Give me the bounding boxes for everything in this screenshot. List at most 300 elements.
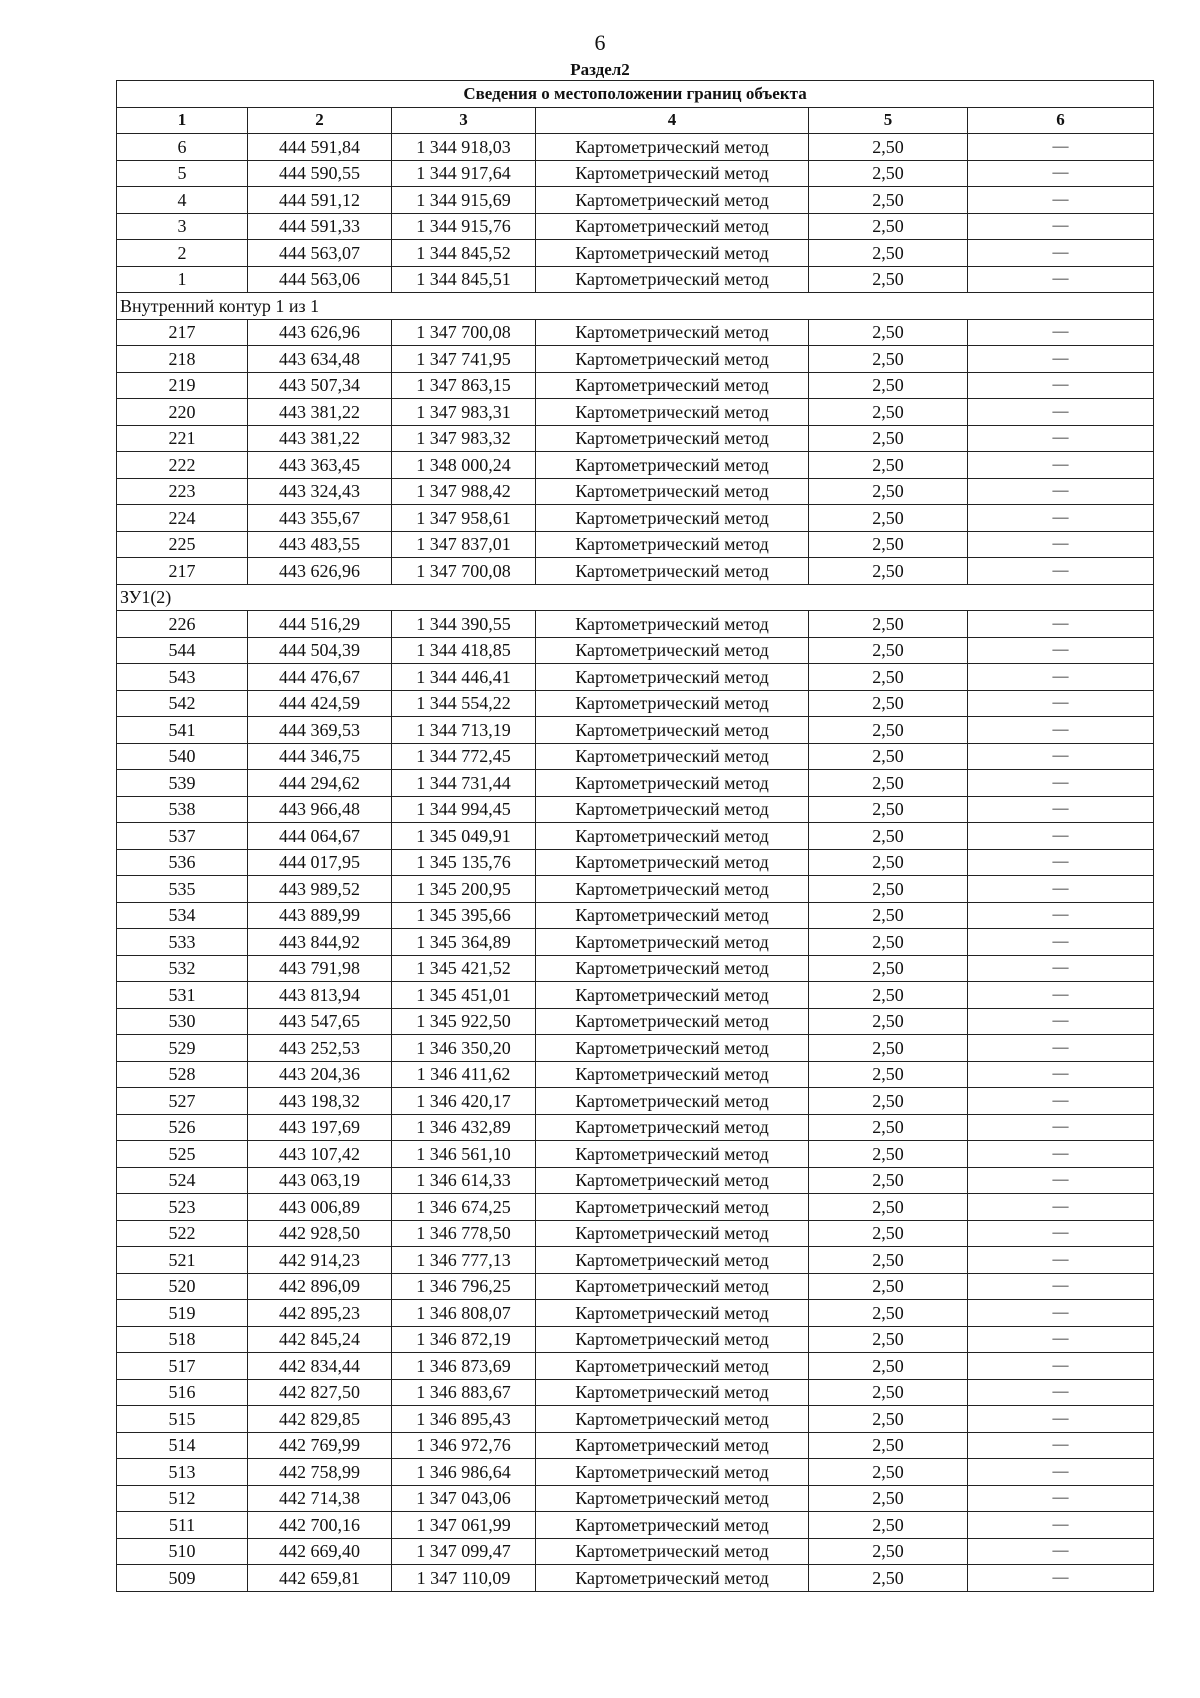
- table-row: [117, 1061, 1154, 1088]
- table-cell-col-4: Картометрический метод: [536, 796, 809, 823]
- table-cell-col-3: 1 346 796,25: [392, 1273, 536, 1300]
- table-cell-col-4: Картометрический метод: [536, 1035, 809, 1062]
- table-cell-col-2: 442 758,99: [248, 1459, 392, 1486]
- table-cell-col-3: 1 347 741,95: [392, 346, 536, 373]
- table-row: [117, 1167, 1154, 1194]
- table-cell-col-4: Картометрический метод: [536, 690, 809, 717]
- table-cell-col-3: 1 345 049,91: [392, 823, 536, 850]
- column-header-1: 1: [117, 107, 248, 134]
- column-header-4: 4: [536, 107, 809, 134]
- table-cell-col-6: —: [968, 160, 1154, 187]
- table-cell-col-6: —: [968, 1220, 1154, 1247]
- table-row: [117, 1459, 1154, 1486]
- table-row: [117, 1008, 1154, 1035]
- table-cell-col-5: 2,50: [809, 1512, 968, 1539]
- table-cell-col-6: —: [968, 1008, 1154, 1035]
- table-cell-col-1: 518: [117, 1326, 248, 1353]
- table-row: [117, 1512, 1154, 1539]
- table-cell-col-6: —: [968, 770, 1154, 797]
- table-row: [117, 664, 1154, 691]
- table-cell-col-2: 444 017,95: [248, 849, 392, 876]
- table-cell-col-5: 2,50: [809, 1485, 968, 1512]
- table-cell-col-5: 2,50: [809, 346, 968, 373]
- table-cell-col-3: 1 344 918,03: [392, 134, 536, 161]
- table-cell-col-5: 2,50: [809, 452, 968, 479]
- table-cell-col-1: 511: [117, 1512, 248, 1539]
- table-cell-col-2: 443 006,89: [248, 1194, 392, 1221]
- table-cell-col-3: 1 346 411,62: [392, 1061, 536, 1088]
- table-cell-col-1: 2: [117, 240, 248, 267]
- table-cell-col-5: 2,50: [809, 372, 968, 399]
- table-cell-col-2: 442 714,38: [248, 1485, 392, 1512]
- table-row: [117, 1247, 1154, 1274]
- table-cell-col-2: 443 507,34: [248, 372, 392, 399]
- table-row: [117, 902, 1154, 929]
- table-row: [117, 452, 1154, 479]
- table-row: [117, 372, 1154, 399]
- table-row: [117, 1326, 1154, 1353]
- table-cell-col-6: —: [968, 1353, 1154, 1380]
- table-cell-col-5: 2,50: [809, 1114, 968, 1141]
- table-cell-col-1: 534: [117, 902, 248, 929]
- column-header-5: 5: [809, 107, 968, 134]
- table-cell-col-5: 2,50: [809, 664, 968, 691]
- boundary-coordinates-table: [116, 80, 1154, 1592]
- table-cell-col-5: 2,50: [809, 637, 968, 664]
- table-row: [117, 1035, 1154, 1062]
- table-cell-col-3: 1 347 958,61: [392, 505, 536, 532]
- table-cell-col-6: —: [968, 1114, 1154, 1141]
- table-cell-col-5: 2,50: [809, 1061, 968, 1088]
- table-cell-col-3: 1 346 614,33: [392, 1167, 536, 1194]
- table-row: [117, 266, 1154, 293]
- table-cell-col-1: 514: [117, 1432, 248, 1459]
- table-cell-col-6: —: [968, 982, 1154, 1009]
- table-row: [117, 823, 1154, 850]
- table-cell-col-2: 443 197,69: [248, 1114, 392, 1141]
- column-header-2: 2: [248, 107, 392, 134]
- table-row: [117, 982, 1154, 1009]
- table-cell-col-3: 1 346 986,64: [392, 1459, 536, 1486]
- table-row: [117, 1300, 1154, 1327]
- table-cell-col-4: Картометрический метод: [536, 266, 809, 293]
- table-cell-col-2: 444 369,53: [248, 717, 392, 744]
- table-cell-col-1: 217: [117, 319, 248, 346]
- table-cell-col-6: —: [968, 823, 1154, 850]
- table-cell-col-6: —: [968, 558, 1154, 585]
- table-cell-col-4: Картометрический метод: [536, 902, 809, 929]
- table-cell-col-3: 1 344 731,44: [392, 770, 536, 797]
- table-cell-col-2: 442 669,40: [248, 1538, 392, 1565]
- table-cell-col-3: 1 347 983,31: [392, 399, 536, 426]
- table-cell-col-1: 512: [117, 1485, 248, 1512]
- table-cell-col-1: 4: [117, 187, 248, 214]
- table-row: [117, 770, 1154, 797]
- table-cell-col-2: 443 204,36: [248, 1061, 392, 1088]
- table-cell-col-2: 444 563,07: [248, 240, 392, 267]
- table-cell-col-1: 224: [117, 505, 248, 532]
- table-cell-col-2: 444 516,29: [248, 611, 392, 638]
- table-cell-col-1: 520: [117, 1273, 248, 1300]
- table-cell-col-4: Картометрический метод: [536, 478, 809, 505]
- table-cell-col-6: —: [968, 213, 1154, 240]
- table-cell-col-4: Картометрический метод: [536, 664, 809, 691]
- table-cell-col-5: 2,50: [809, 770, 968, 797]
- group-heading-row: [117, 584, 1154, 611]
- table-cell-col-3: 1 346 972,76: [392, 1432, 536, 1459]
- table-cell-col-4: Картометрический метод: [536, 637, 809, 664]
- table-cell-col-4: Картометрический метод: [536, 876, 809, 903]
- table-cell-col-1: 5: [117, 160, 248, 187]
- table-cell-col-4: Картометрический метод: [536, 399, 809, 426]
- table-cell-col-4: Картометрический метод: [536, 1538, 809, 1565]
- table-cell-col-6: —: [968, 1300, 1154, 1327]
- table-cell-col-4: Картометрический метод: [536, 1141, 809, 1168]
- table-cell-col-2: 444 591,84: [248, 134, 392, 161]
- table-row: [117, 611, 1154, 638]
- table-cell-col-4: Картометрический метод: [536, 531, 809, 558]
- table-row: [117, 955, 1154, 982]
- table-cell-col-4: Картометрический метод: [536, 1061, 809, 1088]
- table-cell-col-4: Картометрический метод: [536, 1326, 809, 1353]
- table-cell-col-5: 2,50: [809, 1088, 968, 1115]
- table-cell-col-3: 1 345 421,52: [392, 955, 536, 982]
- table-cell-col-1: 522: [117, 1220, 248, 1247]
- table-cell-col-3: 1 344 845,52: [392, 240, 536, 267]
- table-cell-col-6: —: [968, 372, 1154, 399]
- table-cell-col-4: Картометрический метод: [536, 505, 809, 532]
- table-cell-col-2: 442 659,81: [248, 1565, 392, 1592]
- table-cell-col-1: 219: [117, 372, 248, 399]
- table-cell-col-3: 1 346 808,07: [392, 1300, 536, 1327]
- table-row: [117, 743, 1154, 770]
- table-cell-col-6: —: [968, 531, 1154, 558]
- table-cell-col-4: Картометрический метод: [536, 1459, 809, 1486]
- table-cell-col-1: 538: [117, 796, 248, 823]
- table-row: [117, 1353, 1154, 1380]
- table-cell-col-3: 1 344 713,19: [392, 717, 536, 744]
- table-row: [117, 1432, 1154, 1459]
- table-cell-col-6: —: [968, 717, 1154, 744]
- table-cell-col-6: —: [968, 425, 1154, 452]
- table-cell-col-5: 2,50: [809, 213, 968, 240]
- table-cell-col-1: 3: [117, 213, 248, 240]
- table-row: [117, 717, 1154, 744]
- table-cell-col-4: Картометрический метод: [536, 1300, 809, 1327]
- table-cell-col-2: 444 504,39: [248, 637, 392, 664]
- table-cell-col-2: 443 198,32: [248, 1088, 392, 1115]
- table-cell-col-1: 529: [117, 1035, 248, 1062]
- table-cell-col-3: 1 344 915,69: [392, 187, 536, 214]
- table-cell-col-5: 2,50: [809, 558, 968, 585]
- table-cell-col-6: —: [968, 1141, 1154, 1168]
- table-cell-col-2: 443 483,55: [248, 531, 392, 558]
- table-row: [117, 213, 1154, 240]
- table-cell-col-4: Картометрический метод: [536, 1353, 809, 1380]
- table-cell-col-6: —: [968, 1167, 1154, 1194]
- table-cell-col-2: 442 914,23: [248, 1247, 392, 1274]
- table-cell-col-1: 521: [117, 1247, 248, 1274]
- table-row: [117, 1379, 1154, 1406]
- table-cell-col-1: 6: [117, 134, 248, 161]
- table-cell-col-6: —: [968, 505, 1154, 532]
- table-row: [117, 796, 1154, 823]
- table-cell-col-3: 1 347 043,06: [392, 1485, 536, 1512]
- table-cell-col-4: Картометрический метод: [536, 955, 809, 982]
- table-cell-col-1: 530: [117, 1008, 248, 1035]
- table-cell-col-5: 2,50: [809, 1459, 968, 1486]
- table-cell-col-5: 2,50: [809, 160, 968, 187]
- table-cell-col-5: 2,50: [809, 876, 968, 903]
- table-cell-col-3: 1 347 700,08: [392, 319, 536, 346]
- table-cell-col-5: 2,50: [809, 1008, 968, 1035]
- table-cell-col-6: —: [968, 1247, 1154, 1274]
- table-cell-col-2: 442 827,50: [248, 1379, 392, 1406]
- table-cell-col-1: 517: [117, 1353, 248, 1380]
- table-cell-col-3: 1 347 700,08: [392, 558, 536, 585]
- table-cell-col-4: Картометрический метод: [536, 770, 809, 797]
- table-cell-col-1: 217: [117, 558, 248, 585]
- table-cell-col-5: 2,50: [809, 1379, 968, 1406]
- table-cell-col-3: 1 344 446,41: [392, 664, 536, 691]
- table-cell-col-4: Картометрический метод: [536, 346, 809, 373]
- table-cell-col-6: —: [968, 319, 1154, 346]
- table-cell-col-2: 443 791,98: [248, 955, 392, 982]
- table-cell-col-6: —: [968, 1565, 1154, 1592]
- table-cell-col-2: 443 363,45: [248, 452, 392, 479]
- table-cell-col-6: —: [968, 1432, 1154, 1459]
- table-cell-col-3: 1 346 432,89: [392, 1114, 536, 1141]
- table-cell-col-5: 2,50: [809, 1220, 968, 1247]
- table-cell-col-5: 2,50: [809, 266, 968, 293]
- table-row: [117, 1114, 1154, 1141]
- column-header-3: 3: [392, 107, 536, 134]
- table-cell-col-1: 519: [117, 1300, 248, 1327]
- table-cell-col-1: 541: [117, 717, 248, 744]
- table-cell-col-6: —: [968, 743, 1154, 770]
- table-row: [117, 1194, 1154, 1221]
- table-cell-col-3: 1 344 554,22: [392, 690, 536, 717]
- table-cell-col-5: 2,50: [809, 1167, 968, 1194]
- table-cell-col-2: 443 889,99: [248, 902, 392, 929]
- table-row: [117, 1141, 1154, 1168]
- table-cell-col-3: 1 344 390,55: [392, 611, 536, 638]
- table-cell-col-3: 1 345 395,66: [392, 902, 536, 929]
- group-heading-row: [117, 293, 1154, 320]
- table-cell-col-4: Картометрический метод: [536, 1512, 809, 1539]
- table-cell-col-5: 2,50: [809, 929, 968, 956]
- table-cell-col-4: Картометрический метод: [536, 1273, 809, 1300]
- table-cell-col-4: Картометрический метод: [536, 1379, 809, 1406]
- table-cell-col-5: 2,50: [809, 399, 968, 426]
- table-cell-col-5: 2,50: [809, 955, 968, 982]
- table-cell-col-2: 442 845,24: [248, 1326, 392, 1353]
- table-cell-col-2: 442 895,23: [248, 1300, 392, 1327]
- table-cell-col-5: 2,50: [809, 1326, 968, 1353]
- table-cell-col-4: Картометрический метод: [536, 1485, 809, 1512]
- table-cell-col-5: 2,50: [809, 902, 968, 929]
- table-row: [117, 478, 1154, 505]
- table-row: [117, 1220, 1154, 1247]
- table-row: [117, 929, 1154, 956]
- table-cell-col-2: 443 107,42: [248, 1141, 392, 1168]
- table-title: Сведения о местоположении границ объекта: [117, 81, 1154, 108]
- table-cell-col-3: 1 346 777,13: [392, 1247, 536, 1274]
- table-cell-col-6: —: [968, 1088, 1154, 1115]
- table-row: [117, 637, 1154, 664]
- page-number: 6: [594, 30, 606, 55]
- table-title-row: [117, 81, 1154, 108]
- table-row: [117, 849, 1154, 876]
- table-row: [117, 134, 1154, 161]
- table-cell-col-2: 443 844,92: [248, 929, 392, 956]
- table-cell-col-4: Картометрический метод: [536, 1406, 809, 1433]
- table-cell-col-6: —: [968, 1273, 1154, 1300]
- table-cell-col-3: 1 346 778,50: [392, 1220, 536, 1247]
- table-cell-col-4: Картометрический метод: [536, 982, 809, 1009]
- table-cell-col-4: Картометрический метод: [536, 372, 809, 399]
- table-cell-col-1: 542: [117, 690, 248, 717]
- table-cell-col-6: —: [968, 849, 1154, 876]
- table-cell-col-2: 443 381,22: [248, 425, 392, 452]
- table-cell-col-1: 533: [117, 929, 248, 956]
- table-cell-col-3: 1 347 837,01: [392, 531, 536, 558]
- table-cell-col-2: 443 813,94: [248, 982, 392, 1009]
- table-cell-col-1: 527: [117, 1088, 248, 1115]
- table-cell-col-5: 2,50: [809, 531, 968, 558]
- table-cell-col-4: Картометрический метод: [536, 1432, 809, 1459]
- table-cell-col-2: 443 626,96: [248, 558, 392, 585]
- table-cell-col-1: 1: [117, 266, 248, 293]
- table-cell-col-1: 510: [117, 1538, 248, 1565]
- table-cell-col-6: —: [968, 1538, 1154, 1565]
- table-cell-col-3: 1 346 561,10: [392, 1141, 536, 1168]
- table-cell-col-3: 1 345 364,89: [392, 929, 536, 956]
- table-cell-col-3: 1 347 983,32: [392, 425, 536, 452]
- table-cell-col-5: 2,50: [809, 982, 968, 1009]
- table-cell-col-3: 1 344 772,45: [392, 743, 536, 770]
- table-row: [117, 240, 1154, 267]
- table-cell-col-1: 220: [117, 399, 248, 426]
- table-cell-col-2: 443 626,96: [248, 319, 392, 346]
- table-row: [117, 1565, 1154, 1592]
- table-cell-col-2: 443 547,65: [248, 1008, 392, 1035]
- table-cell-col-1: 509: [117, 1565, 248, 1592]
- table-cell-col-2: 444 590,55: [248, 160, 392, 187]
- table-cell-col-2: 444 424,59: [248, 690, 392, 717]
- table-cell-col-6: —: [968, 955, 1154, 982]
- table-cell-col-5: 2,50: [809, 1300, 968, 1327]
- table-cell-col-2: 443 966,48: [248, 796, 392, 823]
- table-cell-col-2: 443 355,67: [248, 505, 392, 532]
- table-cell-col-3: 1 346 895,43: [392, 1406, 536, 1433]
- table-cell-col-2: 444 591,12: [248, 187, 392, 214]
- table-cell-col-3: 1 344 994,45: [392, 796, 536, 823]
- table-row: [117, 1485, 1154, 1512]
- table-cell-col-5: 2,50: [809, 1247, 968, 1274]
- group-heading: ЗУ1(2): [117, 584, 1154, 611]
- table-row: [117, 1406, 1154, 1433]
- table-cell-col-5: 2,50: [809, 690, 968, 717]
- table-cell-col-4: Картометрический метод: [536, 717, 809, 744]
- table-cell-col-3: 1 345 135,76: [392, 849, 536, 876]
- table-cell-col-3: 1 344 917,64: [392, 160, 536, 187]
- table-cell-col-5: 2,50: [809, 1035, 968, 1062]
- table-cell-col-3: 1 347 110,09: [392, 1565, 536, 1592]
- table-cell-col-5: 2,50: [809, 823, 968, 850]
- table-cell-col-4: Картометрический метод: [536, 160, 809, 187]
- table-cell-col-1: 535: [117, 876, 248, 903]
- table-row: [117, 399, 1154, 426]
- table-cell-col-4: Картометрический метод: [536, 452, 809, 479]
- table-row: [117, 876, 1154, 903]
- table-cell-col-1: 532: [117, 955, 248, 982]
- table-cell-col-6: —: [968, 240, 1154, 267]
- table-cell-col-3: 1 346 873,69: [392, 1353, 536, 1380]
- table-cell-col-5: 2,50: [809, 187, 968, 214]
- table-cell-col-5: 2,50: [809, 1538, 968, 1565]
- table-cell-col-2: 442 896,09: [248, 1273, 392, 1300]
- table-cell-col-6: —: [968, 1485, 1154, 1512]
- table-cell-col-4: Картометрический метод: [536, 1088, 809, 1115]
- table-cell-col-3: 1 348 000,24: [392, 452, 536, 479]
- table-cell-col-1: 539: [117, 770, 248, 797]
- table-cell-col-6: —: [968, 1512, 1154, 1539]
- table-cell-col-3: 1 346 674,25: [392, 1194, 536, 1221]
- table-cell-col-4: Картометрический метод: [536, 849, 809, 876]
- table-cell-col-6: —: [968, 478, 1154, 505]
- table-cell-col-2: 442 769,99: [248, 1432, 392, 1459]
- table-cell-col-6: —: [968, 876, 1154, 903]
- table-cell-col-1: 513: [117, 1459, 248, 1486]
- table-cell-col-4: Картометрический метод: [536, 425, 809, 452]
- table-row: [117, 187, 1154, 214]
- table-cell-col-1: 223: [117, 478, 248, 505]
- table-cell-col-1: 524: [117, 1167, 248, 1194]
- table-cell-col-4: Картометрический метод: [536, 213, 809, 240]
- table-cell-col-1: 222: [117, 452, 248, 479]
- table-cell-col-6: —: [968, 134, 1154, 161]
- table-cell-col-6: —: [968, 1459, 1154, 1486]
- table-cell-col-6: —: [968, 796, 1154, 823]
- table-cell-col-5: 2,50: [809, 1406, 968, 1433]
- table-cell-col-5: 2,50: [809, 1141, 968, 1168]
- table-cell-col-5: 2,50: [809, 849, 968, 876]
- table-cell-col-4: Картометрический метод: [536, 1194, 809, 1221]
- table-cell-col-4: Картометрический метод: [536, 743, 809, 770]
- table-cell-col-2: 444 476,67: [248, 664, 392, 691]
- table-cell-col-6: —: [968, 452, 1154, 479]
- table-cell-col-3: 1 347 099,47: [392, 1538, 536, 1565]
- table-cell-col-3: 1 344 845,51: [392, 266, 536, 293]
- table-cell-col-5: 2,50: [809, 478, 968, 505]
- table-cell-col-6: —: [968, 399, 1154, 426]
- table-cell-col-3: 1 345 200,95: [392, 876, 536, 903]
- table-cell-col-2: 443 063,19: [248, 1167, 392, 1194]
- table-row: [117, 531, 1154, 558]
- table-cell-col-4: Картометрический метод: [536, 929, 809, 956]
- table-cell-col-1: 537: [117, 823, 248, 850]
- table-cell-col-2: 444 346,75: [248, 743, 392, 770]
- table-cell-col-2: 444 563,06: [248, 266, 392, 293]
- table-cell-col-3: 1 344 915,76: [392, 213, 536, 240]
- table-row: [117, 319, 1154, 346]
- table-cell-col-5: 2,50: [809, 1194, 968, 1221]
- table-cell-col-1: 225: [117, 531, 248, 558]
- table-row: [117, 160, 1154, 187]
- table-cell-col-6: —: [968, 1035, 1154, 1062]
- table-cell-col-5: 2,50: [809, 425, 968, 452]
